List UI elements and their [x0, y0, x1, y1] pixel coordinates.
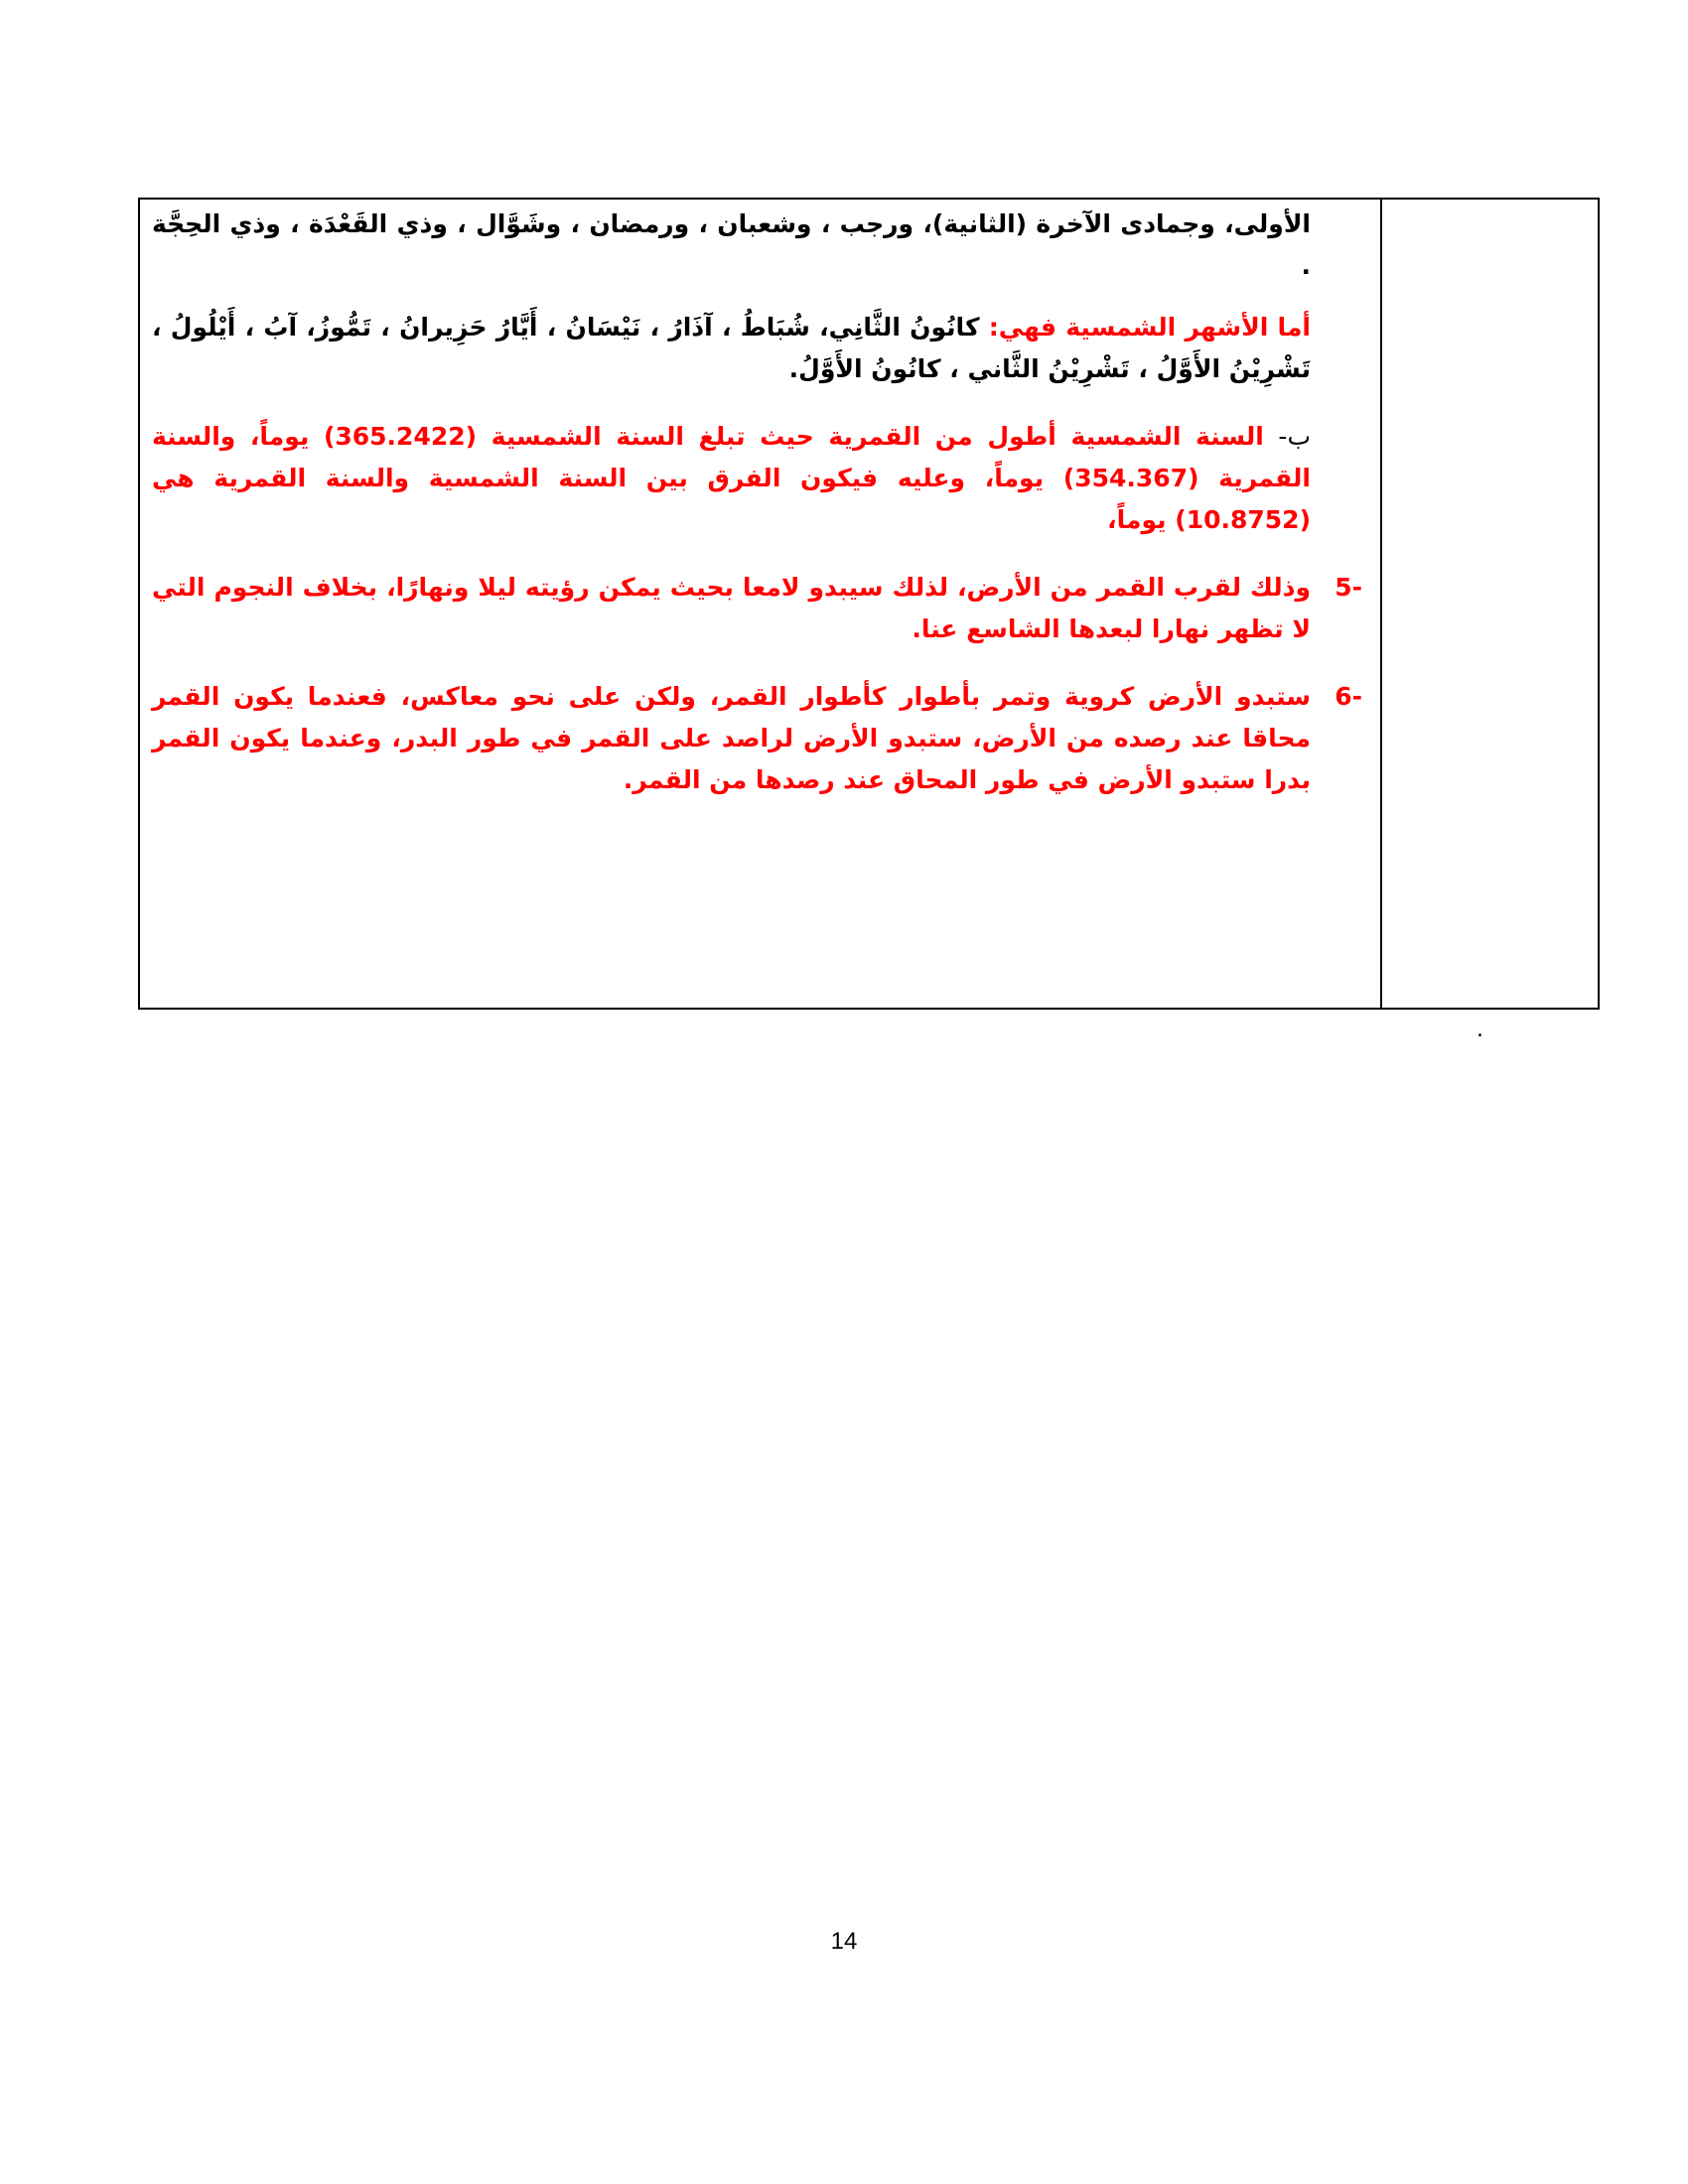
page-number: 14 [830, 1928, 858, 1955]
solar-lunar-year-paragraph [152, 416, 1311, 541]
spacer [152, 390, 1311, 416]
item-5-marker: 5- [1335, 573, 1362, 602]
item-b-text: السنة الشمسية أطول من القمرية حيث تبلغ السنة الشمسية (365.2422) يوماً، والسنة القمرية (354.367) يوماً، وعليه فيكون الفرق بين السنة الشمسية والسنة القمرية هي (10.8752) يوماً، [152, 422, 1311, 534]
item-6-marker: 6- [1335, 682, 1362, 711]
spacer [152, 287, 1311, 307]
empty-side-cell [1382, 200, 1598, 1008]
numbered-item-5 [152, 567, 1362, 650]
spacer [152, 650, 1311, 676]
hijri-months-paragraph: الأولى، وجمادى الآخرة (الثانية)، ورجب ، وشعبان ، ورمضان ، وشَوَّال ، وذي القَعْدَة ، وذي الحِجَّة . [152, 209, 1311, 280]
content-table [138, 198, 1600, 1010]
solar-months-paragraph [152, 307, 1311, 390]
item-6-text: ستبدو الأرض كروية وتمر بأطوار كأطوار القمر، ولكن على نحو معاكس، فعندما يكون القمر محاقا عند رصده من الأرض، ستبدو الأرض لراصد على القمر في طور البدر، وعندما يكون القمر بدرا ستبدو الأرض في طور المحاق عند رصدها من القمر. [152, 682, 1311, 794]
spacer [152, 541, 1311, 567]
item-b-label: ب- [1278, 422, 1311, 451]
solar-months-label: أما الأشهر الشمسية فهي: [988, 313, 1311, 341]
answer-cell [140, 200, 1382, 1008]
item-5-text: وذلك لقرب القمر من الأرض، لذلك سيبدو لامعا بحيث يمكن رؤيته ليلا ونهارًا، بخلاف النجوم التي لا تظهر نهارا لبعدها الشاسع عنا. [152, 573, 1311, 643]
trailing-dot: . [1477, 1018, 1483, 1042]
solar-months-list: كانُونُ الثَّانِي، شُبَاطُ ، آذَارُ ، نَيْسَانُ ، أَيَّارُ حَزِيرانُ ، تَمُّوزُ، آبُ ، أَيْلُولُ ، تَشْرِيْنُ الأَوَّلُ ، تَشْرِيْنُ الثَّاني ، كانُونُ الأَوَّلُ. [152, 313, 1311, 383]
numbered-item-6 [152, 676, 1362, 801]
